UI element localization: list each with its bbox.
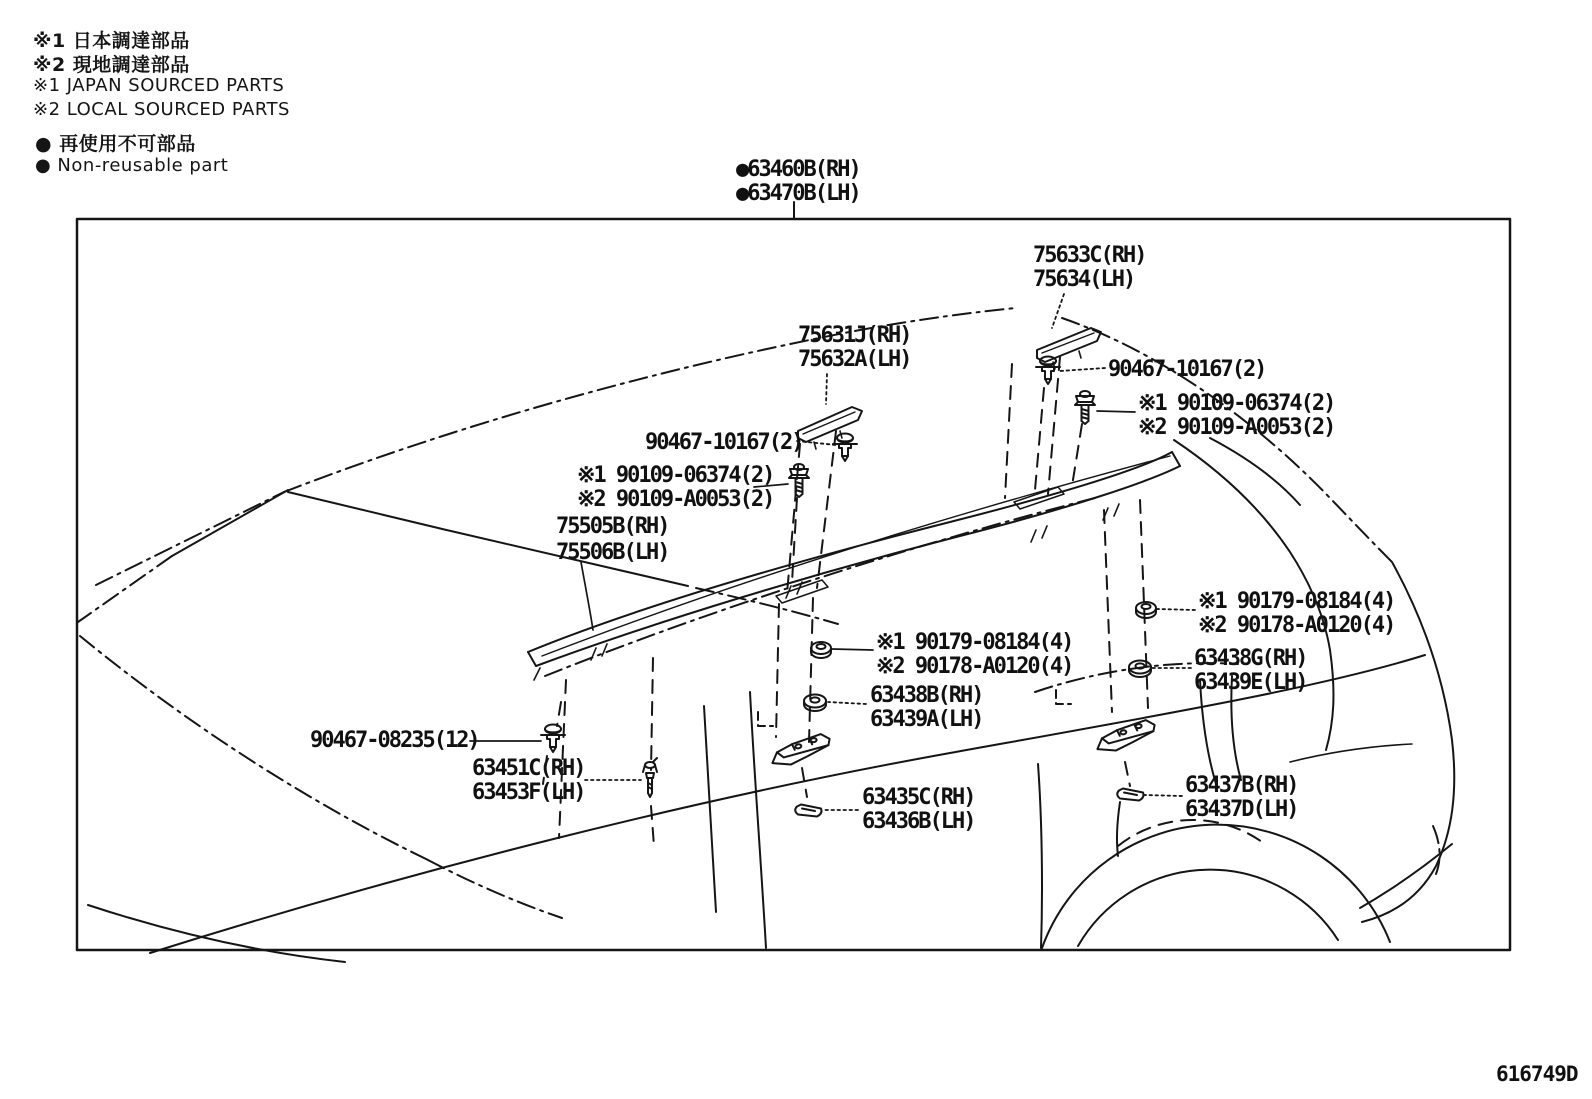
- part-number-line: 63439A(LH): [870, 707, 983, 732]
- part-number-line: 90467-08235(12): [310, 728, 479, 753]
- part-number-line: 75634(LH): [1033, 267, 1135, 292]
- part-number-line: 75631J(RH): [798, 323, 911, 348]
- leader-lines: [470, 202, 1195, 810]
- screw-icon: [789, 464, 809, 497]
- part-number-line: ※2 90178-A0120(4): [876, 654, 1073, 679]
- part-number-line: 63435C(RH): [862, 785, 975, 810]
- part-number-line: 63437D(LH): [1185, 797, 1298, 822]
- legend-sourcing-en-1: ※1 JAPAN SOURCED PARTS: [33, 75, 285, 96]
- push-clip-icon: [541, 725, 565, 753]
- legend-sourcing-en-2: ※2 LOCAL SOURCED PARTS: [33, 99, 290, 120]
- car-body-outline: [78, 308, 1454, 962]
- part-number-line: 75505B(RH): [556, 514, 669, 539]
- legend-sourcing-jp-1: ※1 日本調達部品: [33, 30, 190, 52]
- part-number-line: 75633C(RH): [1033, 243, 1146, 268]
- part-number-line: 75506B(LH): [556, 540, 669, 565]
- screw-icon: [1075, 391, 1095, 424]
- part-number-line: ※2 90178-A0120(4): [1198, 613, 1395, 638]
- diagram-frame: [77, 219, 1510, 950]
- diagram-number: 616749D: [1496, 1062, 1578, 1086]
- part-number-line: 90467-10167(2): [645, 430, 803, 455]
- retainer-washer-icon: [804, 695, 826, 712]
- stud-screw-icon: [643, 758, 657, 797]
- legend-nonreusable-jp: ● 再使用不可部品: [35, 133, 196, 155]
- part-number-line: ※2 90109-A0053(2): [577, 487, 774, 512]
- roof-rail-drawing: [528, 452, 1180, 680]
- nut-icon: [811, 642, 831, 658]
- part-number-line: 63437B(RH): [1185, 773, 1298, 798]
- part-number-line: 75632A(LH): [798, 347, 911, 372]
- part-number-line: 63438B(RH): [870, 683, 983, 708]
- part-number-line: 63436B(LH): [862, 809, 975, 834]
- part-number-line: ※1 90109-06374(2): [1138, 391, 1335, 416]
- part-number-line: ●63470B(LH): [736, 181, 860, 206]
- part-number-line: ※2 90109-A0053(2): [1138, 415, 1335, 440]
- push-clip-icon: [833, 434, 857, 462]
- pad-clip-icon: [795, 805, 821, 817]
- rail-support-bracket-icon: [769, 733, 832, 767]
- wheel-arch: [1042, 802, 1390, 948]
- legend-nonreusable-en: ● Non-reusable part: [35, 155, 229, 176]
- rail-support-bracket-icon: [1094, 719, 1157, 753]
- part-number-line: ※1 90179-08184(4): [876, 630, 1073, 655]
- pad-clip-icon: [1117, 789, 1143, 801]
- nut-icon: [1136, 602, 1156, 618]
- legend-sourcing-jp-2: ※2 現地調達部品: [33, 54, 190, 76]
- roof-rack-cover-fr: [798, 407, 862, 449]
- roof-rack-cover-rr: [1037, 328, 1101, 369]
- part-number-line: 63439E(LH): [1194, 670, 1307, 695]
- part-number-line: ※1 90109-06374(2): [577, 463, 774, 488]
- part-number-line: 63451C(RH): [472, 756, 585, 781]
- part-number-line: ●63460B(RH): [736, 157, 860, 182]
- part-number-line: 63453F(LH): [472, 780, 585, 805]
- part-number-line: 63438G(RH): [1194, 646, 1307, 671]
- part-number-line: 90467-10167(2): [1108, 357, 1266, 382]
- part-number-line: ※1 90179-08184(4): [1198, 589, 1395, 614]
